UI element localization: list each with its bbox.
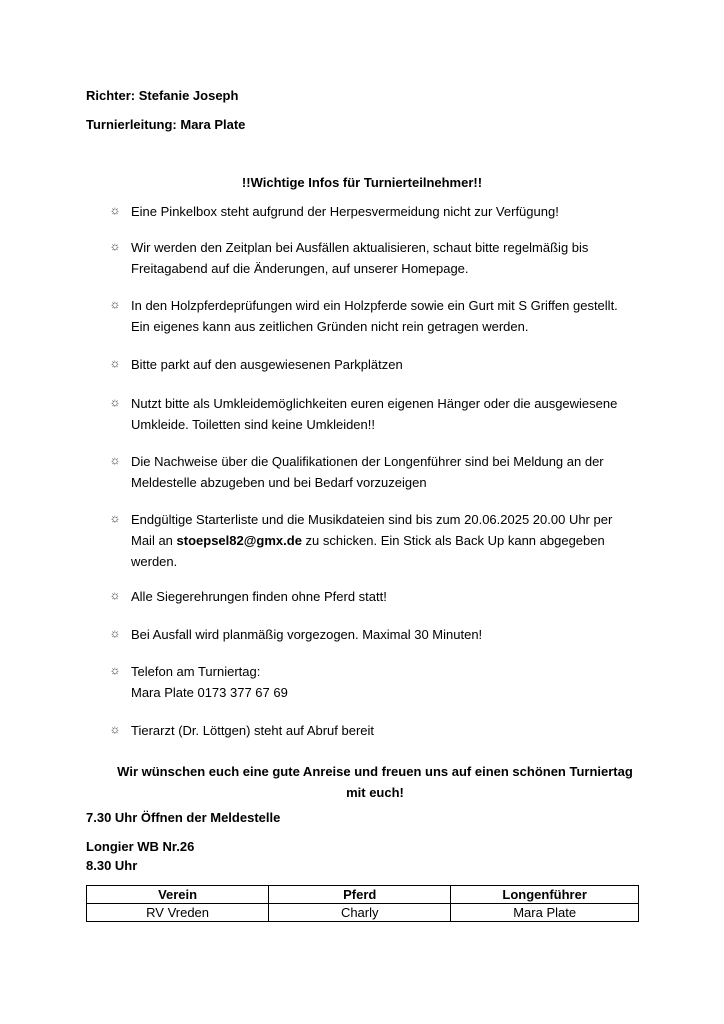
sun-outline-icon: ☼ [109,626,121,640]
class-time: 8.30 Uhr [86,858,138,873]
bullet-text: Tierarzt (Dr. Löttgen) steht auf Abruf bereit [131,723,375,738]
info-bullet [108,661,648,703]
bullet-text: werden. [131,554,178,569]
sun-outline-icon: ☼ [109,588,121,602]
column-header-verein: Verein [87,886,269,904]
table-cell: RV Vreden [87,904,269,922]
bullet-text: Nutzt bitte als Umkleidemöglichkeiten euren eigenen Hänger oder die ausgewiesene [131,396,618,411]
info-bullet [108,509,648,572]
column-header-longenfuehrer: Longenführer [451,886,639,904]
bullet-text: Die Nachweise über die Qualifikationen der Longenführer sind bei Meldung an der [131,454,604,469]
closing-line: Wir wünschen euch eine gute Anreise und freuen uns auf einen schönen Turniertag [117,764,633,779]
opening-time: 7.30 Uhr Öffnen der Meldestelle [86,810,281,825]
sun-outline-icon: ☼ [109,203,121,217]
column-header-pferd: Pferd [269,886,451,904]
bullet-text: Bei Ausfall wird planmäßig vorgezogen. Maximal 30 Minuten! [131,627,483,642]
bullet-text-line [131,530,648,551]
sun-outline-icon: ☼ [109,453,121,467]
phone-number: Mara Plate 0173 377 67 69 [131,685,288,700]
email-address[interactable]: stoepsel82@gmx.de [176,533,302,548]
bullet-text: zu schicken. Ein Stick als Back Up kann abgegeben [301,533,605,548]
bullet-text: Eine Pinkelbox steht aufgrund der Herpesvermeidung nicht zur Verfügung! [131,204,559,219]
bullet-text: Bitte parkt auf den ausgewiesenen Parkplätzen [131,357,403,372]
sun-outline-icon: ☼ [109,722,121,736]
tournament-management-line: Turnierleitung: Mara Plate [86,117,246,132]
info-bullet [108,451,648,493]
table-row [87,904,639,922]
bullet-text: Freitagabend auf die Änderungen, auf unserer Homepage. [131,261,469,276]
bullet-text: Alle Siegerehrungen finden ohne Pferd statt! [131,589,387,604]
table-cell: Mara Plate [451,904,639,922]
sun-outline-icon: ☼ [109,663,121,677]
judge-line: Richter: Stefanie Joseph [86,88,239,103]
bullet-text: Wir werden den Zeitplan bei Ausfällen aktualisieren, schaut bitte regelmäßig bis [131,240,589,255]
info-bullet [108,237,648,279]
info-bullet [108,586,648,607]
sun-outline-icon: ☼ [109,395,121,409]
bullet-text: In den Holzpferdeprüfungen wird ein Holzpferde sowie ein Gurt mit S Griffen gestellt. [131,298,618,313]
info-bullet [108,720,648,741]
sun-outline-icon: ☼ [109,297,121,311]
sun-outline-icon: ☼ [109,239,121,253]
class-title: Longier WB Nr.26 [86,839,195,854]
info-bullet [108,393,648,435]
bullet-text: Telefon am Turniertag: [131,664,261,679]
starter-table [86,885,639,922]
closing-message [100,761,650,803]
sun-outline-icon: ☼ [109,356,121,370]
bullet-text: Umkleide. Toiletten sind keine Umkleiden!! [131,417,375,432]
info-bullet [108,201,648,222]
bullet-text: Mail an [131,533,177,548]
info-bullet [108,295,648,337]
info-bullet [108,624,648,645]
table-header-row [87,886,639,904]
bullet-text: Ein eigenes kann aus zeitlichen Gründen nicht rein getragen werden. [131,319,529,334]
table-cell: Charly [269,904,451,922]
bullet-text: Endgültige Starterliste und die Musikdateien sind bis zum 20.06.2025 20.00 Uhr per [131,512,613,527]
sun-outline-icon: ☼ [109,511,121,525]
info-heading: !!Wichtige Infos für Turnierteilnehmer!! [241,175,483,190]
bullet-text: Meldestelle abzugeben und bei Bedarf vorzuzeigen [131,475,427,490]
closing-line: mit euch! [346,785,404,800]
info-bullet [108,354,648,375]
